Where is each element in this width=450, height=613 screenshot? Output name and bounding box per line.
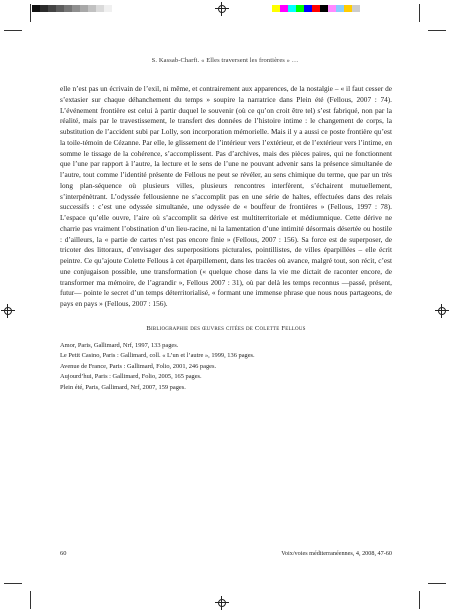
color-swatch bbox=[304, 5, 312, 12]
color-swatch bbox=[296, 5, 304, 12]
bibliography-entry: Amor, Paris, Gallimard, Nrf, 1997, 133 pages. bbox=[60, 341, 179, 349]
color-swatch bbox=[320, 5, 328, 12]
color-swatch bbox=[288, 5, 296, 12]
crop-mark bbox=[428, 583, 446, 584]
registration-mark-bottom bbox=[217, 598, 227, 608]
registration-mark-top bbox=[217, 4, 227, 14]
page-number: 60 bbox=[60, 550, 67, 557]
color-swatch bbox=[352, 5, 360, 12]
crop-mark bbox=[4, 30, 22, 31]
bibliography-entry: Avenue de France, Paris : Gallimard, Folio, 2001, 246 pages. bbox=[60, 362, 217, 370]
crop-mark bbox=[30, 591, 31, 609]
body-paragraph: elle n’est pas un écrivain de l’exil, ni même, et contrairement aux apparences, de la nostalgie – « il faut cesser de s’extasier sur chaque déhanchement du temps » soupire la narratrice dans Plein été (Fellous, 2007 : 74). L’événement frontière est celui à partir duquel le souvenir (où ce qu’on croit être tel) s’est fabriqué, non par la réalité, mais par le travestissement, le transfert des données de l’histoire intime : le changement de corps, la substitution de l’accident subi par Lolly, son incorporation mémorielle. Mais il y a aussi ce poste frontière qu’est la toile-témoin de Cézanne. Par elle, le glissement de l’intérieur vers l’extérieur, et de l’extérieur vers l’intime, en somme le tissage de la cohérence, s’accomplissent. Pas d’archives, mais des pièces paires, qui ne fonctionnent que l’une par rapport à l’autre, la lecture et le sens de l’une ne pouvant advenir sans la présence simultanée de l’autre, tout comme l’identité présente de Fellous ne peut se révéler, au sens chimique du terme, que par un très long plan-séquence où plusieurs villes, plusieurs rencontres interfèrent, s’échairent mutuellement, s’interpénètrant. L’odyssée fellousienne ne s’accomplit pas en une série de haltes, effectuées dans des relais successifs : c’est une odyssée simultanée, une odyssée de « bouffeur de frontières » (Fellous, 1997 : 78). L’espace qu’elle ouvre, l’aire où s’accomplit sa dérive est multiterritoriale et médiumnique. Cette dérive ne charrie pas vraiment l’obstination d’un lieu-racine, ni la lamentation d’une intimité désormais désertée ou hostile : d’ailleurs, la « partie de cartes n’est pas encore finie » (Fellous, 2007 : 156). Sa force est de superposer, de tricoter des littoraux, d’envisager des superpositions picturales, pointillistes, de villes éparpillées – elle écrit peintre. Ce qu’ajoute Colette Fellous à cet éparpillement, dans les tracées où avance, malgré tout, son récit, c’est une conjugaison possible, une transformation (« quelque chose dans la vie me dictait de raconter encore, de transformer ma mémoire, de l’agrandir », Fellous 2007 : 31), où par delà les temps reconnus —passé, présent, futur— pointe le secret d’un temps déterritorialisé, « formant une immense phrase que nous nous partageons, de pays en pays » (Fellous, 2007 : 156). bbox=[60, 84, 392, 308]
greyscale-swatch bbox=[96, 5, 104, 12]
greyscale-swatch bbox=[32, 5, 40, 12]
crop-mark bbox=[30, 4, 31, 22]
greyscale-swatch bbox=[56, 5, 64, 12]
running-head: S. Kassab-Charfi. « Elles traversent les frontières » … bbox=[151, 57, 299, 64]
color-swatch bbox=[344, 5, 352, 12]
color-swatch bbox=[328, 5, 336, 12]
greyscale-swatch bbox=[48, 5, 56, 12]
greyscale-swatch bbox=[104, 5, 112, 12]
bibliography-title: Bibliographie des œuvres citées de Colette Fellous bbox=[146, 324, 306, 332]
color-calibration-bar bbox=[272, 5, 360, 12]
crop-mark bbox=[4, 583, 22, 584]
page-content bbox=[60, 84, 392, 393]
crop-mark bbox=[419, 591, 420, 609]
greyscale-swatch bbox=[64, 5, 72, 12]
crop-mark bbox=[428, 30, 446, 31]
greyscale-swatch bbox=[40, 5, 48, 12]
journal-citation: Voix/voies méditerranéennes, 4, 2008, 47-60 bbox=[281, 550, 392, 557]
greyscale-calibration-bar bbox=[32, 5, 112, 12]
color-swatch bbox=[336, 5, 344, 12]
bibliography-entry: Plein été, Paris, Gallimard, Nrf, 2007, 159 pages. bbox=[60, 383, 186, 391]
bibliography-entry: Le Petit Casino, Paris : Gallimard, coll. « L’un et l’autre », 1999, 136 pages. bbox=[60, 352, 255, 359]
bibliography-list bbox=[60, 341, 392, 394]
greyscale-swatch bbox=[72, 5, 80, 12]
greyscale-swatch bbox=[88, 5, 96, 12]
color-swatch bbox=[312, 5, 320, 12]
color-swatch bbox=[280, 5, 288, 12]
registration-mark-right bbox=[437, 306, 447, 316]
registration-mark-left bbox=[3, 306, 13, 316]
greyscale-swatch bbox=[80, 5, 88, 12]
bibliography-entry: Aujourd’hui, Paris : Gallimard, Folio, 2005, 165 pages. bbox=[60, 373, 202, 380]
crop-mark bbox=[419, 4, 420, 22]
color-swatch bbox=[272, 5, 280, 12]
